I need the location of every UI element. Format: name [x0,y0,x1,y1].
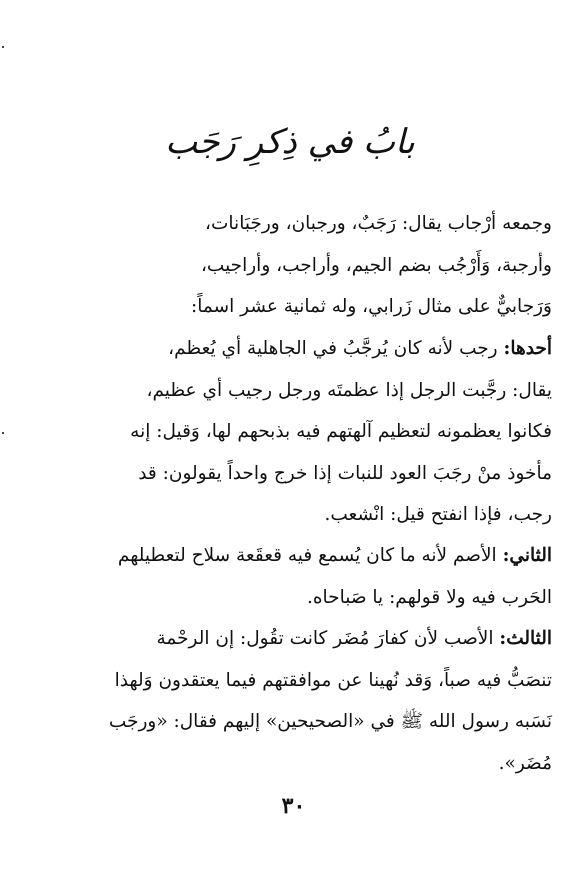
intro-line: وَرَجابيٌّ على مثال زَرابي، وله ثمانية عشر اسماً: [191,296,552,317]
name-line: رجب، فإذا انفتح قيل: انْشعب. [324,504,552,525]
name-line: الحَرب فيه ولا قولهم: يا صَباحاه. [306,586,552,608]
name-paragraph-first [40,328,552,536]
name-line: يقال: رجَّبت الرجل إذا عظمتَه ورجل رجيب أي عظيم، [146,379,552,401]
name-paragraph-second [40,535,552,618]
edge-mark-top [2,46,4,48]
name-line: نَسَبه رسول الله ﷺ في «الصحيحين» إليهم فقال: «ورجَب [108,711,552,732]
name-line-text: الأصب لأن كفارَ مُضَر كانت تقُول: إن الرحْمة [156,628,500,649]
intro-paragraph [40,203,552,328]
name-lead-label: أحدها: [503,338,552,359]
edge-mark-middle [2,432,4,434]
name-line [40,328,552,370]
name-lead-label: الثالث: [499,628,552,649]
name-line [40,618,552,660]
name-line: فكانوا يعظمونه لتعظيم آلهتهم فيه بذبحهم لها، وَقيل: إنه [130,421,552,442]
intro-line: وأرجبة، وَأَرْجُب بضم الجيم، وأراجب، وأراجيب، [200,254,552,276]
page-number: ٣٠ [281,793,306,819]
name-lead-label: الثاني: [502,545,552,566]
name-paragraph-third [40,618,552,784]
name-line: مأخوذ منْ رجَبَ العود للنبات إذا خرج واحداً يقولون: قد [138,462,552,484]
name-line-text: الأصم لأنه ما كان يُسمع فيه قعقَعة سلاح لتعطيلهم [117,545,503,566]
chapter-title: بابُ في ذِكرِ رَجَب [165,122,415,162]
intro-line: وجمعه أرْجاب يقال: رَجَبٌ، ورجبان، ورجَبَانات، [205,213,552,234]
name-line: مُضَر». [498,752,552,774]
name-line-text: رجب لأنه كان يُرجَّبُ في الجاهلية أي يُعظم، [168,338,504,359]
name-line [40,535,552,577]
name-line: تنصَبُّ فيه صباً، وَقد نُهينا عن موافقتهم فيما يعتقدون وَلهذا [114,669,552,691]
